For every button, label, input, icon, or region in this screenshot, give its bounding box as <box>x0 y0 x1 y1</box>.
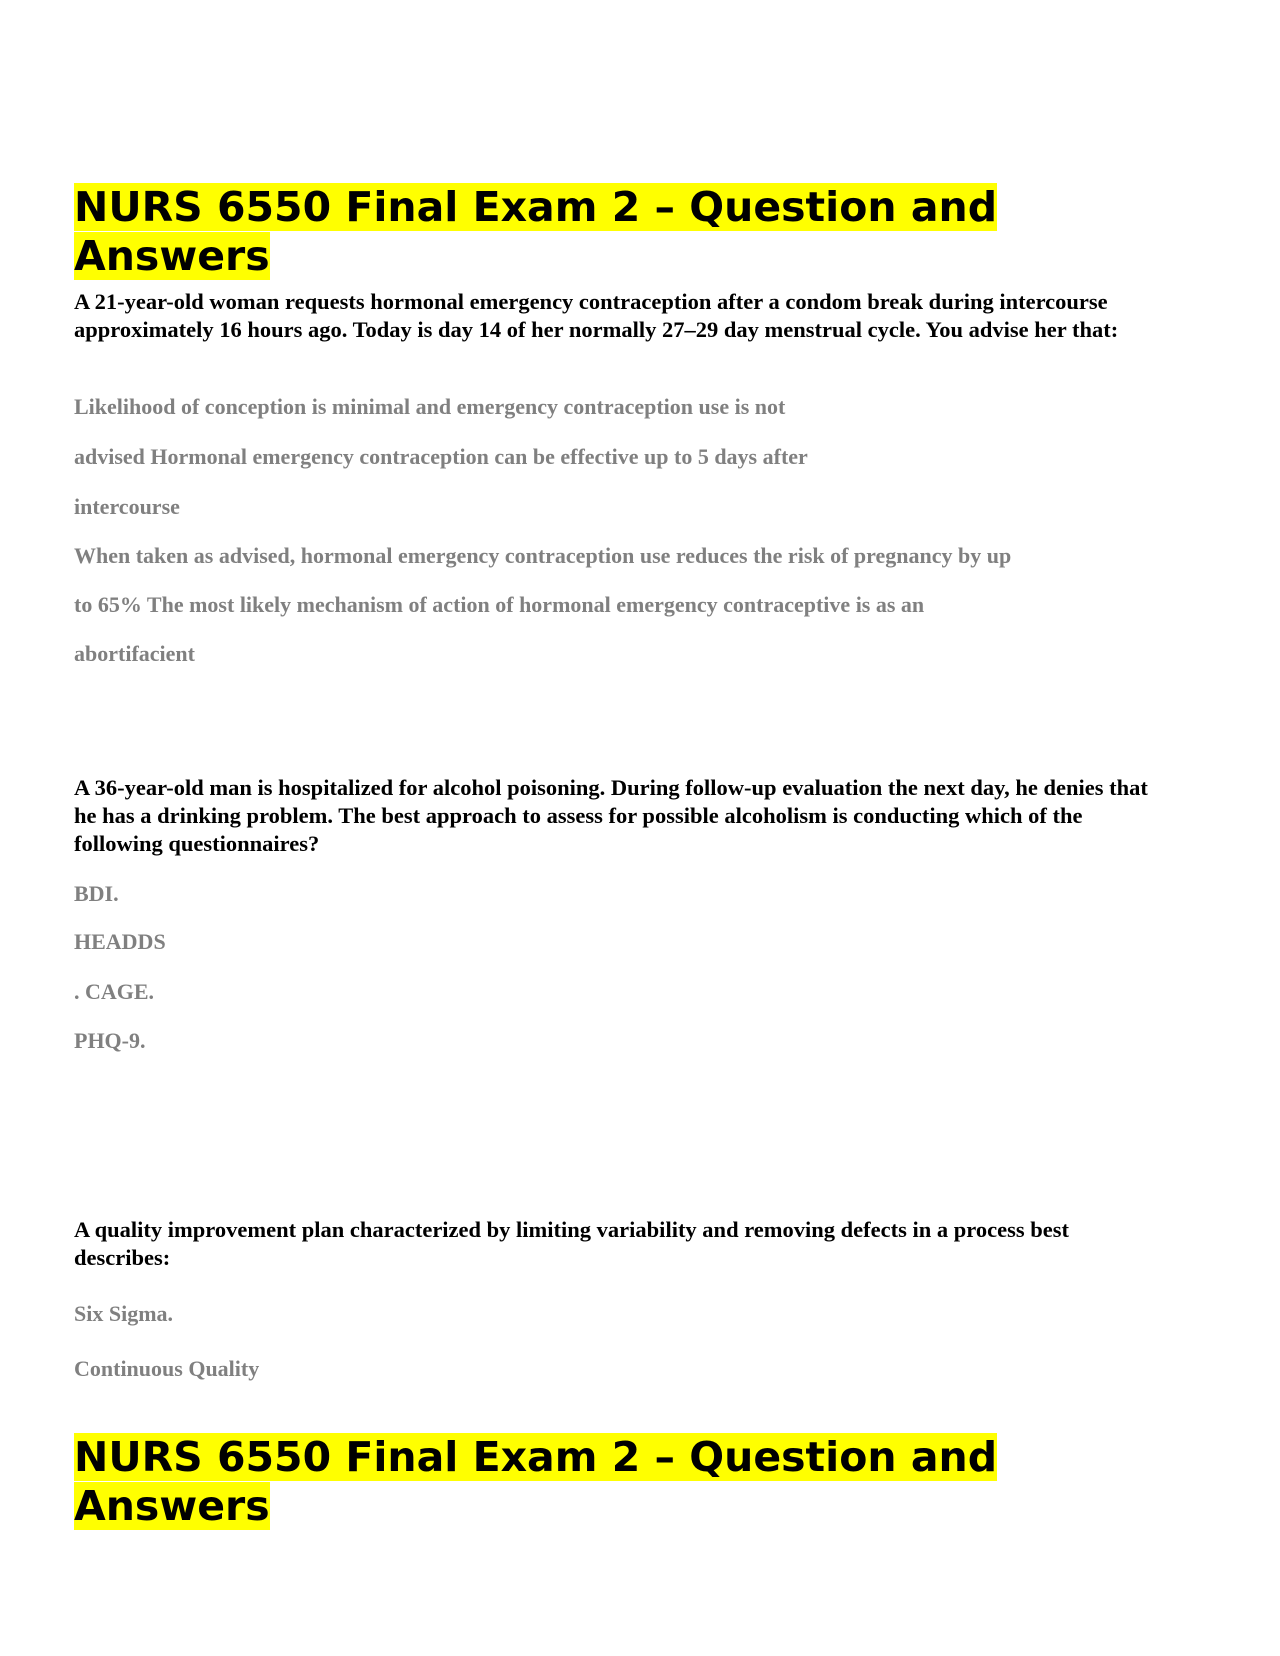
answer-line: Likelihood of conception is minimal and emergency contraception use is not <box>74 394 786 419</box>
answer-line: intercourse <box>74 494 180 519</box>
answer-line: Six Sigma. <box>74 1301 174 1326</box>
answer-line: Continuous Quality <box>74 1356 260 1381</box>
document-title: NURS 6550 Final Exam 2 – Question and Answers <box>74 183 998 280</box>
question-2: A 36-year-old man is hospitalized for alcohol poisoning. During follow-up evaluation the next day, he denies that he has a drinking problem. The best approach to assess for possible alcoholism is conducting which of the following questionnaires? <box>74 775 1148 856</box>
question-1: A 21-year-old woman requests hormonal emergency contraception after a condom break during intercourse approximately 16 hours ago. Today is day 14 of her normally 27–29 day menstrual cycle. You advise her that: <box>74 289 1119 342</box>
question-3: A quality improvement plan characterized by limiting variability and removing defects in a process best describes: <box>74 1217 1069 1270</box>
answer-line: PHQ-9. <box>74 1028 146 1053</box>
answer-line: HEADDS <box>74 929 166 954</box>
answer-line: abortifacient <box>74 641 195 666</box>
answer-line: . CAGE. <box>74 979 155 1004</box>
answer-line: advised Hormonal emergency contraception can be effective up to 5 days after <box>74 444 808 469</box>
answer-line: to 65% The most likely mechanism of action of hormonal emergency contraceptive is as an <box>74 592 925 617</box>
answer-line: When taken as advised, hormonal emergency contraception use reduces the risk of pregnancy by up <box>74 543 1012 568</box>
answer-line: BDI. <box>74 881 119 906</box>
document-title-repeat: NURS 6550 Final Exam 2 – Question and Answers <box>74 1433 998 1530</box>
